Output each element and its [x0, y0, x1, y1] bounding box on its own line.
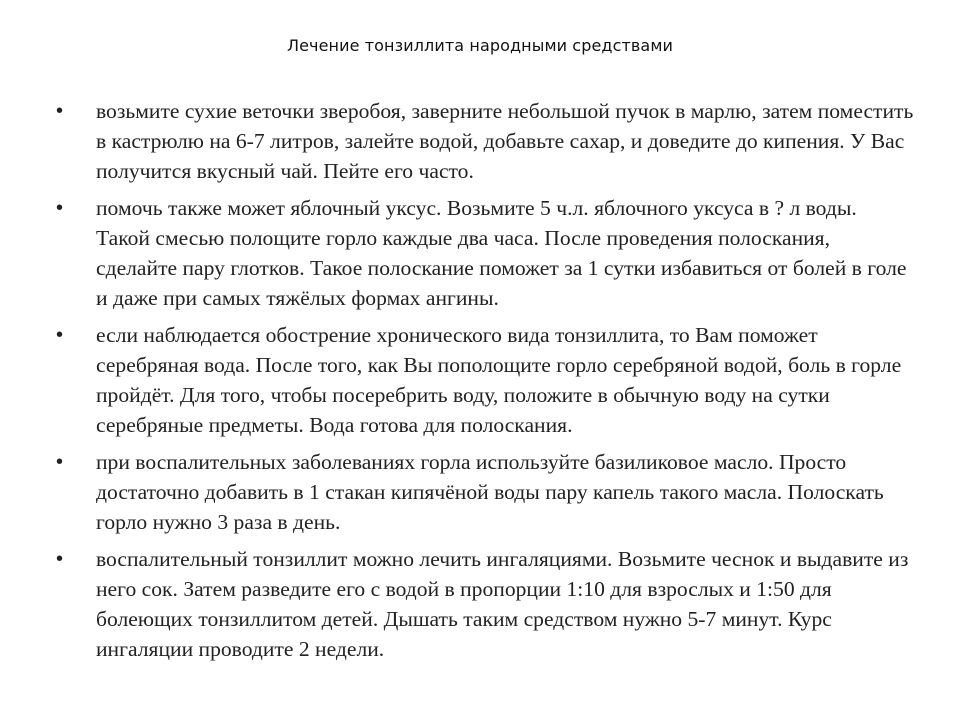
bullet-item-3: [56, 320, 916, 440]
bullet-icon: •: [56, 451, 64, 473]
bullet-text: возьмите сухие веточки зверобоя, заверните небольшой пучок в марлю, затем поместить в кастрюлю на 6-7 литров, залейте водой, добавьте сахар, и доведите до кипения. У Вас получится вкусный чай. Пейте его часто.: [96, 99, 914, 183]
bullet-text: при воспалительных заболеваниях горла используйте базиликовое масло. Просто достаточно добавить в 1 стакан кипячёной воды пару капель такого масла. Полоскать горло нужно 3 раза в день.: [96, 450, 884, 534]
bullet-item-2: [56, 193, 916, 313]
bullet-list: [56, 96, 916, 671]
bullet-item-4: [56, 447, 916, 537]
bullet-icon: •: [56, 100, 64, 122]
bullet-text: воспалительный тонзиллит можно лечить ингаляциями. Возьмите чеснок и выдавите из него сок. Затем разведите его с водой в пропорции 1:10 для взрослых и 1:50 для болеющих тонзиллитом детей. Дышать таким средством нужно 5-7 минут. Курс ингаляции проводите 2 недели.: [96, 547, 909, 661]
bullet-icon: •: [56, 324, 64, 346]
bullet-text: если наблюдается обострение хронического вида тонзиллита, то Вам поможет серебряная вода. После того, как Вы пополощите горло серебряной водой, боль в горле пройдёт. Для того, чтобы посеребрить воду, положите в обычную воду на сутки серебряные предметы. Вода готова для полоскания.: [96, 323, 902, 437]
bullet-item-1: [56, 96, 916, 186]
bullet-text: помочь также может яблочный уксус. Возьмите 5 ч.л. яблочного уксуса в ? л воды. Такой смесью полощите горло каждые два часа. После проведения полоскания, сделайте пару глотков. Такое полоскание поможет за 1 сутки избавиться от болей в голе и даже при самых тяжёлых формах ангины.: [96, 196, 907, 310]
bullet-icon: •: [56, 548, 64, 570]
bullet-item-5: [56, 544, 916, 664]
slide-title: Лечение тонзиллита народными средствами: [286, 36, 673, 55]
bullet-icon: •: [56, 197, 64, 219]
